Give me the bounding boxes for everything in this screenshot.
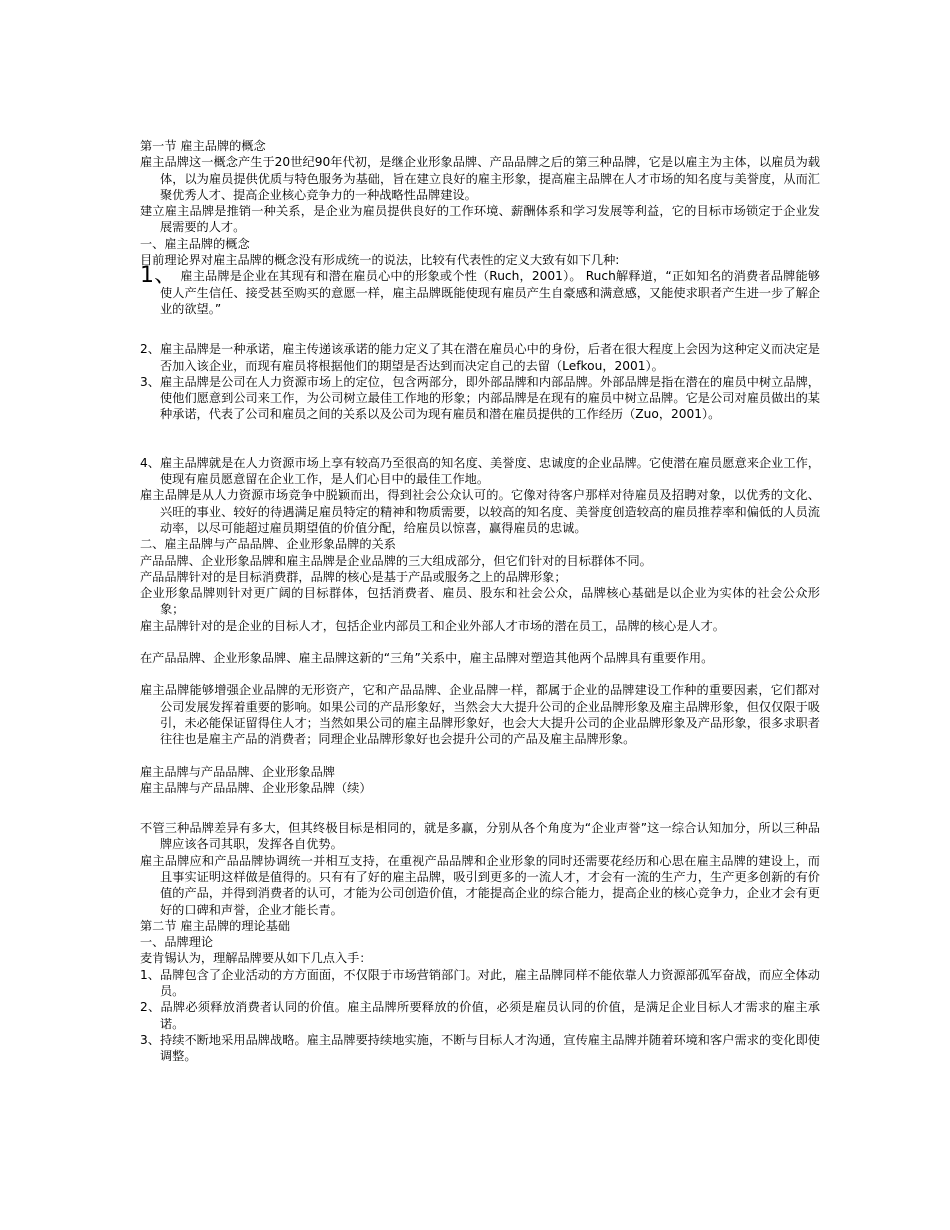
- spacer: [140, 666, 820, 682]
- definition-2: 2、雇主品牌是一种承诺，雇主传递该承诺的能力定义了其在潜在雇员心中的身份，后者在很大程度上会因为这种定义而决定是否加入该企业，而现有雇员将根据他们的期望是否达到而决定自己的去留（Lefkou，2001）。: [140, 342, 820, 373]
- theory-item-3: 3、持续不断地采用品牌战略。雇主品牌要持续地实施，不断与目标人才沟通，宣传雇主品牌并随着环境和客户需求的变化即使调整。: [140, 1032, 820, 1064]
- relation-paragraph-7: 不管三种品牌差异有多大，但其终极目标是相同的，就是多赢，分别从各个角度为“企业声誉”这一综合认知加分，所以三种品牌应该各司其职，发挥各自优势。: [140, 821, 820, 852]
- theory-item-1: 1、品牌包含了企业活动的方方面面，不仅限于市场营销部门。对此，雇主品牌同样不能依靠人力资源部孤军奋战，而应全体动员。: [140, 967, 820, 999]
- definition-1: [140, 263, 820, 317]
- section-2-title: 第二节 雇主品牌的理论基础: [140, 918, 291, 933]
- relation-paragraph-8: 雇主品牌应和产品品牌协调统一并相互支持，在重视产品品牌和企业形象的同时还需要花经历和心思在雇主品牌的建设上，而且事实证明这样做是值得的。只有有了好的雇主品牌，吸引到更多的一流人才，才会有一流的生产力，生产更多创新的有价值的产品，并得到消费者的认可，才能为公司创造价值，才能提高企业的综合能力，提高企业的核心竞争力，企业才会有更好的口碑和声誉，企业才能长青。: [140, 853, 820, 917]
- subsection-2-title: 二、雇主品牌与产品品牌、企业形象品牌的关系: [140, 537, 396, 552]
- definition-1-number: 1、: [140, 263, 177, 289]
- spacer: [140, 748, 820, 764]
- subsection-1-lead: 目前理论界对雇主品牌的概念没有形成统一的说法，比较有代表性的定义大致有如下几种:: [140, 253, 620, 268]
- spacer: [140, 634, 820, 650]
- relation-paragraph-4: 雇主品牌针对的是企业的目标人才，包括企业内部员工和企业外部人才市场的潜在员工，品牌的核心是人才。: [140, 618, 725, 633]
- spacer: [140, 796, 820, 820]
- definition-3: 3、雇主品牌是公司在人力资源市场上的定位，包含两部分，即外部品牌和内部品牌。外部品牌是指在潜在的雇员中树立品牌，使他们愿意到公司来工作，为公司树立最佳工作地的形象；内部品牌是在现有的雇员中树立品牌。它是公司对雇员做出的某种承诺，代表了公司和雇员之间的关系以及公司为现有雇员和潜在雇员提供的工作经历（Zuo，2001）。: [140, 374, 820, 422]
- definition-4: 4、雇主品牌就是在人力资源市场上享有较高乃至很高的知名度、美誉度、忠诚度的企业品牌。它使潜在雇员愿意来企业工作，使现有雇员愿意留在企业工作，是人们心目中的最佳工作地。: [140, 455, 820, 487]
- section-1-title: 第一节 雇主品牌的概念: [140, 139, 266, 153]
- document-page: [140, 138, 820, 1065]
- intro-paragraph-1: 雇主品牌这一概念产生于20世纪90年代初，是继企业形象品牌、产品品牌之后的第三种品牌，它是以雇主为主体，以雇员为载体，以为雇员提供优质与特色服务为基础，旨在建立良好的雇主形象，提高雇主品牌在人才市场的知名度与美誉度，从而汇聚优秀人才、提高企业核心竞争力的一种战略性品牌建设。: [140, 155, 820, 202]
- relation-paragraph-1: 产品品牌、企业形象品牌和雇主品牌是企业品牌的三大组成部分，但它们针对的目标群体不同。: [140, 553, 652, 568]
- relation-caption-2: 雇主品牌与产品品牌、企业形象品牌（续）: [140, 780, 372, 795]
- theory-item-2: 2、品牌必须释放消费者认同的价值。雇主品牌所要释放的价值，必须是雇员认同的价值，是满足企业目标人才需求的雇主承诺。: [140, 1000, 820, 1031]
- subsection-3-title: 一、品牌理论: [140, 935, 214, 950]
- subsection-3-lead: 麦肯锡认为，理解品牌要从如下几点入手：: [140, 951, 372, 966]
- subsection-1-title: 一、雇主品牌的概念: [140, 236, 250, 251]
- relation-caption-1: 雇主品牌与产品品牌、企业形象品牌: [140, 764, 335, 779]
- relation-paragraph-6: 雇主品牌能够增强企业品牌的无形资产，它和产品品牌、企业品牌一样，都属于企业的品牌建设工作种的重要因素，它们都对公司发展发挥着重要的影响。如果公司的产品形象好，当然会大大提升公司的企业品牌形象及雇主品牌形象，但仅仅限于吸引，未必能保证留得住人才；当然如果公司的雇主品牌形象好，也会大大提升公司的企业品牌形象及产品形象，很多求职者往往也是雇主产品的消费者；同理企业品牌形象好也会提升公司的产品及雇主品牌形象。: [140, 683, 820, 747]
- intro-paragraph-2: 建立雇主品牌是推销一种关系，是企业为雇员提供良好的工作环境、薪酬体系和学习发展等利益，它的目标市场锁定于企业发展需要的人才。: [140, 204, 820, 235]
- spacer: [140, 423, 820, 455]
- summary-paragraph: 雇主品牌是从人力资源市场竞争中脱颖而出，得到社会公众认可的。它像对待客户那样对待雇员及招聘对象，以优秀的文化、兴旺的事业、较好的待遇满足雇员特定的精神和物质需要，以较高的知名度、美誉度创造较高的雇员推荐率和偏低的人员流动率，以尽可能超过雇员期望值的价值分配，给雇员以惊喜，赢得雇员的忠诚。: [140, 488, 820, 535]
- definition-1-text: 雇主品牌是企业在其现有和潜在雇员心中的形象或个性（Ruch，2001）。 Ruch解释道，“正如知名的消费者品牌能够使人产生信任、接受甚至购买的意愿一样，雇主品牌既能使现有雇员产生自豪感和满意感，又能使求职者产生进一步了解企业的欲望。”: [160, 269, 820, 316]
- relation-paragraph-3: 企业形象品牌则针对更广阔的目标群体，包括消费者、雇员、股东和社会公众，品牌核心基础是以企业为实体的社会公众形象；: [140, 586, 820, 617]
- spacer: [140, 317, 820, 341]
- relation-paragraph-2: 产品品牌针对的是目标消费群，品牌的核心是基于产品或服务之上的品牌形象；: [140, 569, 567, 584]
- relation-paragraph-5: 在产品品牌、企业形象品牌、雇主品牌这新的“三角”关系中，雇主品牌对塑造其他两个品牌具有重要作用。: [140, 651, 714, 666]
